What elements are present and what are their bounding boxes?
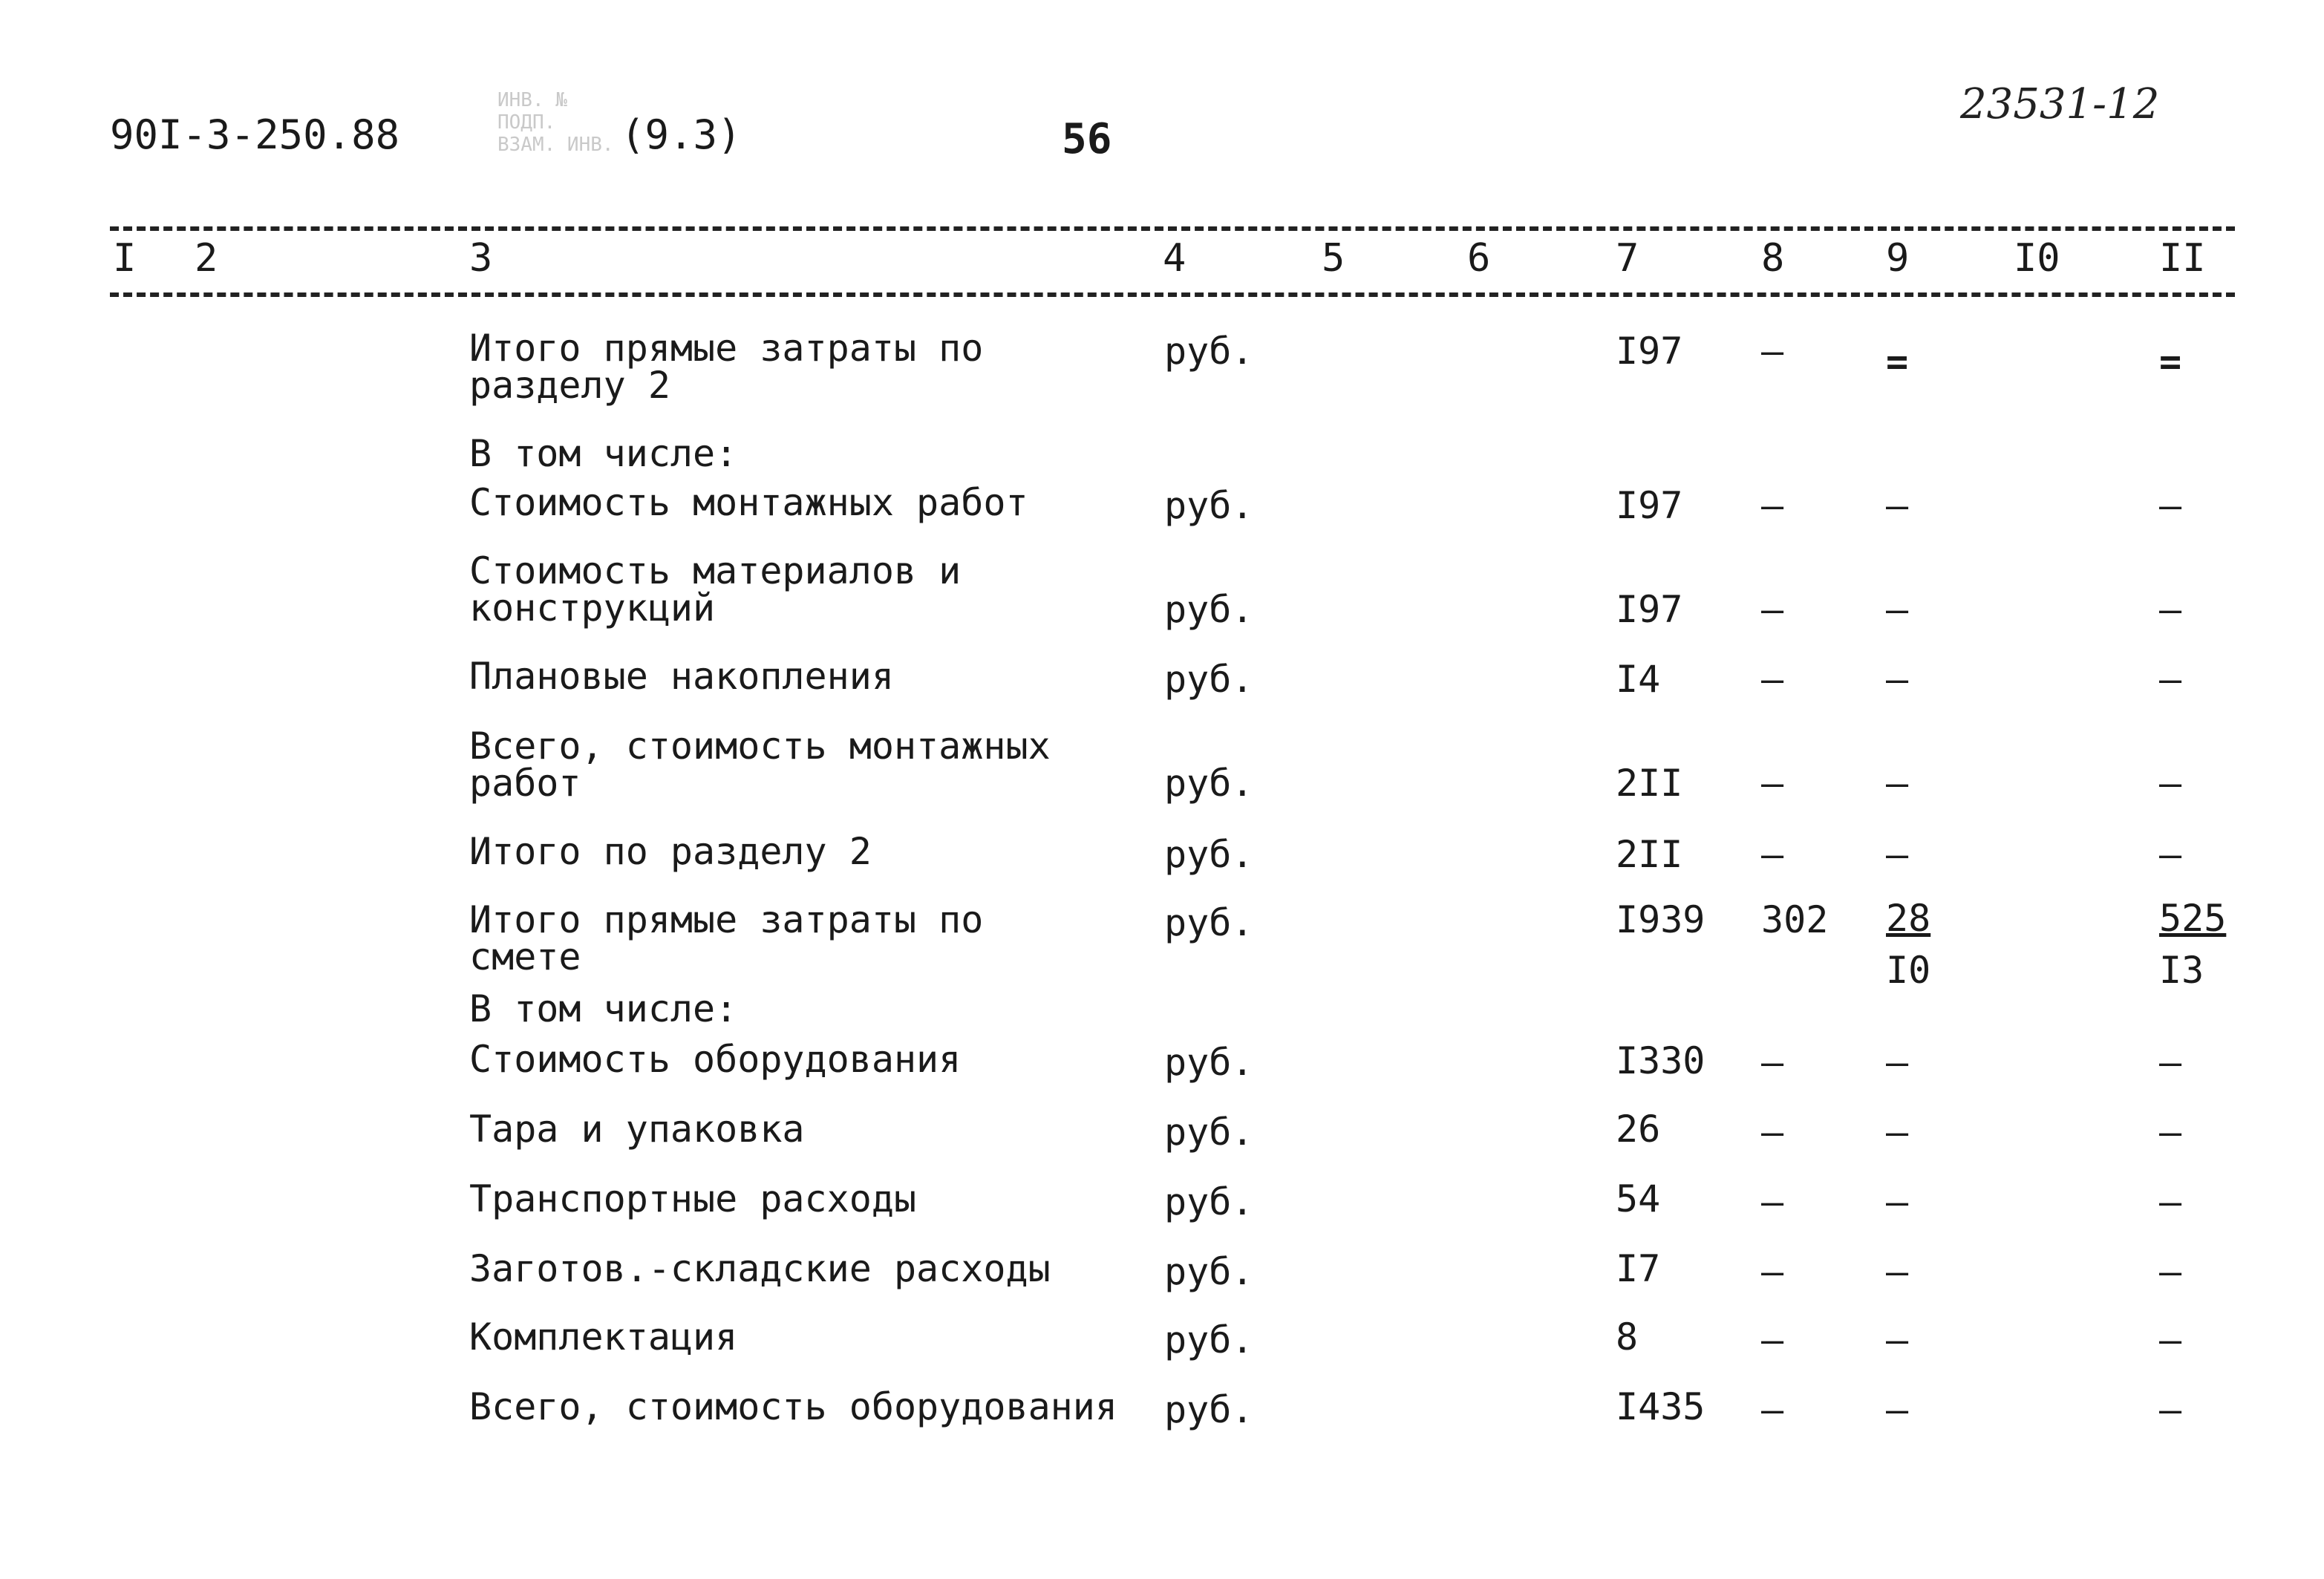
value-col7: 2II [1616,762,1683,805]
faded-stamp: ИНВ. № ПОДП. ВЗАМ. ИНВ. [497,89,614,156]
value-col8: – [1761,330,1784,373]
unit-cell: руб. [1164,1250,1254,1293]
value-col11: = [2159,340,2182,383]
page-number: 56 [1062,115,1112,163]
value-col9: – [1886,1111,1909,1154]
unit-cell: руб. [1164,1111,1254,1154]
unit-cell: руб. [1164,762,1254,805]
column-header-10: I0 [2014,236,2060,281]
unit-cell: руб. [1164,901,1254,944]
value-col7: 8 [1616,1315,1639,1359]
value-col7: I97 [1616,588,1683,631]
value-col8: – [1761,1111,1784,1154]
table-row-label: Комплектация [469,1315,738,1359]
value-col8: – [1761,484,1784,527]
column-header-5: 5 [1322,236,1345,281]
column-header-2: 2 [195,236,218,281]
value-col8: – [1761,1250,1784,1293]
value-col11: – [2159,1250,2182,1293]
value-col7: 26 [1616,1108,1661,1151]
value-col8: 302 [1761,898,1829,941]
value-col9-fraction: $\frac{28}{I0}$ [1886,897,1931,992]
value-col11: – [2159,484,2182,527]
value-col7: I97 [1616,484,1683,527]
value-col11: – [2159,1388,2182,1431]
section-reference: (9.3) [621,111,742,158]
value-col11: – [2159,1180,2182,1223]
value-col11: – [2159,658,2182,701]
column-header-3: 3 [469,236,493,281]
value-col8: – [1761,762,1784,805]
value-col11: – [2159,762,2182,805]
value-col8: – [1761,1180,1784,1223]
value-col7: I4 [1616,658,1661,701]
table-row-label: В том числе: [469,987,738,1030]
value-col9: – [1886,658,1909,701]
table-row-label: Заготов.-складские расходы [469,1247,1051,1290]
header-top-rule [110,226,2235,231]
column-header-4: 4 [1163,236,1187,281]
column-header-9: 9 [1886,236,1910,281]
column-header-8: 8 [1761,236,1785,281]
value-col11: – [2159,1318,2182,1361]
column-header-1: I [113,236,137,281]
value-col11: – [2159,1041,2182,1084]
table-row-label: Тара и упаковка [469,1108,805,1151]
value-col9: = [1886,340,1909,383]
unit-cell: руб. [1164,1318,1254,1361]
value-col7: I97 [1616,330,1683,373]
table-row-label: Плановые накопления [469,655,894,698]
archive-number: 23531-12 [1960,80,2160,128]
value-col11: – [2159,833,2182,876]
value-col7: I939 [1616,898,1706,941]
table-row-label: Итого прямые затраты по смете [469,898,984,978]
table-row-label: Стоимость монтажных работ [469,481,1028,524]
unit-cell: руб. [1164,484,1254,527]
table-row-label: Всего, стоимость монтажных работ [469,725,1051,805]
value-col7: I7 [1616,1247,1661,1290]
value-col9: – [1886,762,1909,805]
value-col9: – [1886,1388,1909,1431]
value-col7: I435 [1616,1385,1706,1428]
value-col9: – [1886,1180,1909,1223]
column-header-11: II [2159,236,2206,281]
value-col7: 2II [1616,833,1683,876]
value-col9: – [1886,484,1909,527]
header-bottom-rule [110,292,2235,297]
value-col8: – [1761,1041,1784,1084]
value-col11: – [2159,588,2182,631]
unit-cell: руб. [1164,833,1254,876]
table-row-label: Всего, стоимость оборудования [469,1385,1117,1428]
value-col11-fraction: $\frac{525}{I3}$ [2159,897,2227,992]
value-col9: – [1886,1318,1909,1361]
table-row-label: Стоимость материалов и конструкций [469,549,962,630]
table-row-label: В том числе: [469,432,738,475]
value-col9: – [1886,833,1909,876]
table-row-label: Итого по разделу 2 [469,830,872,873]
value-col8: – [1761,1318,1784,1361]
value-col9: – [1886,1250,1909,1293]
value-col8: – [1761,1388,1784,1431]
unit-cell: руб. [1164,1180,1254,1223]
column-header-6: 6 [1467,236,1491,281]
value-col8: – [1761,588,1784,631]
value-col9: – [1886,1041,1909,1084]
value-col9: – [1886,588,1909,631]
unit-cell: руб. [1164,1041,1254,1084]
document-code: 90I-3-250.88 [110,111,400,158]
unit-cell: руб. [1164,588,1254,631]
value-col8: – [1761,658,1784,701]
value-col11: – [2159,1111,2182,1154]
value-col7: 54 [1616,1177,1661,1220]
unit-cell: руб. [1164,1388,1254,1431]
table-row-label: Транспортные расходы [469,1177,917,1220]
unit-cell: руб. [1164,658,1254,701]
column-header-7: 7 [1616,236,1639,281]
value-col7: I330 [1616,1039,1706,1082]
table-row-label: Итого прямые затраты по разделу 2 [469,327,984,407]
table-row-label: Стоимость оборудования [469,1038,962,1081]
unit-cell: руб. [1164,330,1254,373]
value-col8: – [1761,833,1784,876]
